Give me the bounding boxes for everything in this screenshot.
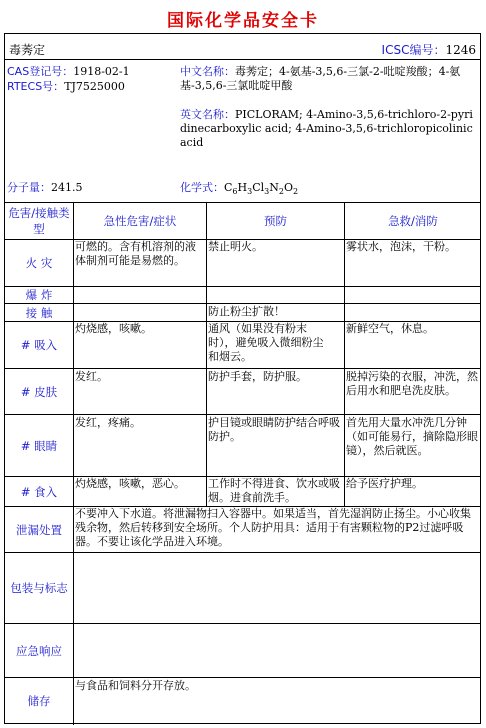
row-label-emergency: 应急响应	[16, 643, 62, 658]
english-name	[180, 108, 478, 150]
spill-text: 不要冲入下水道。将泄漏物扫入容器中。如果适当，首先湿润防止扬尘。小心收集残余物，然后转移到安全场所。个人防护用具：适用于有害颗粒物的P2过滤呼吸器。不要让该化学品进入环境。	[75, 507, 471, 548]
inhalation-symptom: 灼烧感，咳嗽。	[75, 322, 152, 335]
row-label-packaging: 包装与标志	[10, 581, 68, 595]
fire-symptom: 可燃的。含有机溶剂的液体制剂可能是易燃的。	[75, 240, 196, 267]
row-label-skin: # 皮肤	[20, 384, 58, 399]
row-label-spill: 泄漏处置	[16, 522, 62, 537]
skin-prevention: 防护手套，防护服。	[208, 370, 307, 383]
ingestion-symptom: 灼烧感，咳嗽，恶心。	[75, 477, 185, 490]
mw-label: 分子量：	[7, 181, 51, 194]
skin-symptom: 发红。	[75, 370, 108, 383]
molecular-weight	[7, 181, 83, 195]
eyes-first-aid: 首先用大量水冲洗几分钟（如可能易行，摘除隐形眼镜），然后就医。	[346, 416, 478, 457]
chemical-name: 毒莠定	[9, 43, 46, 57]
row-label-eyes: # 眼睛	[20, 438, 58, 453]
cas-label: CAS登记号：	[7, 65, 74, 78]
mw-value: 241.5	[51, 181, 83, 194]
inhalation-prevention: 通风（如果没有粉末时），避免吸入微细粉尘和烟云。	[208, 322, 324, 363]
row-label-fire: 火 灾	[25, 256, 53, 270]
header-symptoms: 急性危害/症状	[103, 214, 177, 228]
row-label-storage: 储存	[27, 694, 51, 708]
cn-name-label: 中文名称：	[180, 65, 235, 78]
cas-number	[7, 65, 130, 79]
fire-prevention: 禁止明火。	[208, 240, 263, 253]
row-label-inhalation: # 吸入	[20, 338, 58, 352]
rtecs-value: TJ7525000	[64, 80, 125, 93]
cas-value: 1918-02-1	[73, 65, 130, 78]
en-name-label: 英文名称：	[180, 108, 235, 121]
storage-text: 与食品和饲料分开存放。	[75, 679, 196, 692]
rtecs-number	[7, 80, 125, 94]
formula-label: 化学式：	[180, 181, 224, 194]
row-label-explosion: 爆 炸	[25, 288, 53, 302]
eyes-prevention: 护目镜或眼睛防护结合呼吸防护。	[208, 416, 340, 443]
ingestion-first-aid: 给予医疗护理。	[346, 477, 423, 490]
fire-first-aid: 雾状水，泡沫，干粉。	[346, 240, 456, 253]
header-first-aid: 急救/消防	[388, 214, 438, 228]
header-hazard-type: 危害/接触类型	[8, 206, 70, 236]
row-label-contact: 接 触	[25, 305, 53, 320]
contact-prevention: 防止粉尘扩散！	[208, 305, 285, 318]
rtecs-label: RTECS号：	[7, 80, 65, 93]
inhalation-first-aid: 新鲜空气，休息。	[346, 322, 434, 335]
en-name-value: PICLORAM; 4-Amino-3,5,6-trichloro-2-pyridinecarboxylic acid; 4-Amino-3,5,6-trichloropicolinic acid	[180, 108, 473, 149]
eyes-symptom: 发红，疼痛。	[75, 416, 141, 429]
safety-card	[4, 33, 481, 724]
ingestion-prevention: 工作时不得进食、饮水或吸烟。进食前洗手。	[208, 477, 340, 504]
card-title: 国际化学品安全卡	[167, 11, 319, 31]
chinese-name	[180, 65, 478, 93]
cn-name-value: 毒莠定；4-氨基-3,5,6-三氯-2-吡啶羧酸；4-氨基-3,5,6-三氯吡啶甲酸	[180, 65, 461, 92]
skin-first-aid: 脱掉污染的衣服，冲洗，然后用水和肥皂洗皮肤。	[346, 370, 478, 397]
header-prevention: 预防	[264, 214, 287, 228]
icsc-value: 1246	[445, 43, 476, 57]
chemical-formula: 化学式：$C_6H_3Cl_3N_2O_2$	[180, 181, 299, 196]
row-label-ingestion: # 食入	[20, 484, 58, 499]
icsc-number	[382, 41, 476, 58]
icsc-label: ICSC编号：	[381, 43, 446, 57]
